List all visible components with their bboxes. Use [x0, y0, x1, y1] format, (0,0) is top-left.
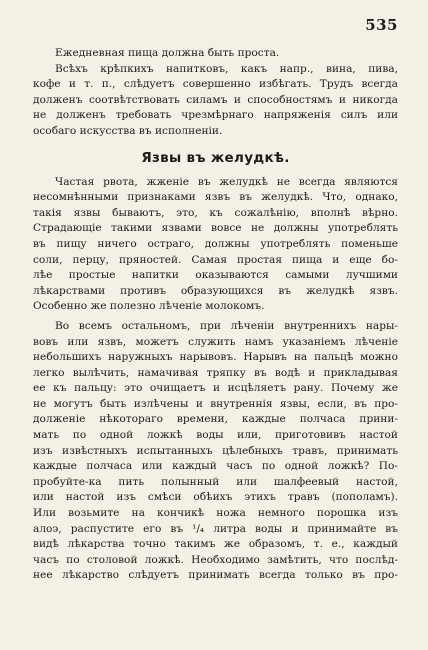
- text-line: не могутъ быть излѣчены и внутреннія язвы, если, въ про-: [33, 397, 398, 410]
- text-line: или настой изъ смѣси обѣихъ этихъ травъ (пополамъ).: [33, 491, 398, 504]
- text-line: лѣе простые напитки оказываются самыми лучшими: [33, 269, 398, 282]
- text-line: изъ извѣстныхъ испытанныхъ цѣлебныхъ травъ, принимать: [33, 444, 398, 457]
- text-line: каждые полчаса или каждый часъ по одной ложкѣ? По-: [33, 460, 398, 473]
- text-line: соли, перцу, пряностей. Самая простая пища и еще бо-: [33, 253, 398, 266]
- text-line: видѣ лѣкарства точно такимъ же образомъ, т. е., каждый: [33, 538, 398, 551]
- section-heading: Язвы въ желудкѣ.: [141, 149, 290, 166]
- text-line: Всѣхъ крѣпкихъ напитковъ, какъ напр., вина, пива,: [55, 62, 398, 75]
- text-line: алоэ, распустите его въ ¹/₄ литра воды и принимайте въ: [33, 522, 398, 535]
- page-number: 535: [365, 16, 398, 34]
- text-line: мать по одной ложкѣ воды или, приготовивъ настой: [33, 429, 398, 442]
- paragraph-2: [33, 319, 398, 584]
- text-line: небольшихъ наружныхъ нарывовъ. Нарывъ на пальцѣ можно: [33, 351, 398, 364]
- text-line: вовъ или язвъ, можетъ служить намъ указаніемъ лѣченіе: [33, 335, 398, 348]
- text-line: кофе и т. п., слѣдуетъ совершенно избѣгать. Трудъ всегда: [33, 78, 398, 91]
- text-line: въ пищу ничего остраго, должны употреблять поменьше: [33, 237, 398, 250]
- text-line: Частая рвота, жженіе въ желудкѣ не всегда являются: [55, 175, 398, 188]
- text-line: не долженъ требовать чрезмѣрнаго напряженія силъ или: [33, 109, 398, 122]
- paragraph-1: [33, 175, 398, 315]
- text-line: несомнѣнными признаками язвъ въ желудкѣ. Что, однако,: [33, 191, 398, 204]
- text-line: лѣкарствами противъ образующихся въ желудкѣ язвъ.: [33, 284, 398, 297]
- text-line: долженъ соотвѣтствовать силамъ и способностямъ и никогда: [33, 93, 398, 106]
- text-line: Во всемъ остальномъ, при лѣченіи внутреннихъ нары-: [55, 319, 398, 332]
- text-line: часъ по столовой ложкѣ. Необходимо замѣтить, что послѣд-: [33, 553, 398, 566]
- text-line: Особенно же полезно лѣченіе молокомъ.: [33, 300, 265, 313]
- text-line: ее къ пальцу: это очищаетъ и исцѣляетъ рану. Почему же: [33, 382, 398, 395]
- text-line: долженіе нѣкотораго времени, каждые полчаса прини-: [33, 413, 398, 426]
- text-line: такія язвы бываютъ, это, къ сожалѣнію, вполнѣ вѣрно.: [33, 206, 398, 219]
- text-line: Страдающіе такими язвами вовсе не должны употреблять: [33, 222, 398, 235]
- text-line: пробуйте-ка пить полынный или шалфеевый настой,: [33, 475, 398, 488]
- intro-paragraph: [33, 46, 398, 140]
- text-line: Ежедневная пища должна быть проста.: [55, 47, 280, 59]
- text-line: нее лѣкарство слѣдуетъ принимать всегда только въ про-: [33, 569, 398, 582]
- text-line: Или возьмите на кончикѣ ножа немного порошка изъ: [33, 507, 398, 520]
- text-line: особаго искусства въ исполненіи.: [33, 124, 223, 137]
- text-line: легко вылѣчить, намачивая тряпку въ водѣ и прикладывая: [33, 366, 398, 379]
